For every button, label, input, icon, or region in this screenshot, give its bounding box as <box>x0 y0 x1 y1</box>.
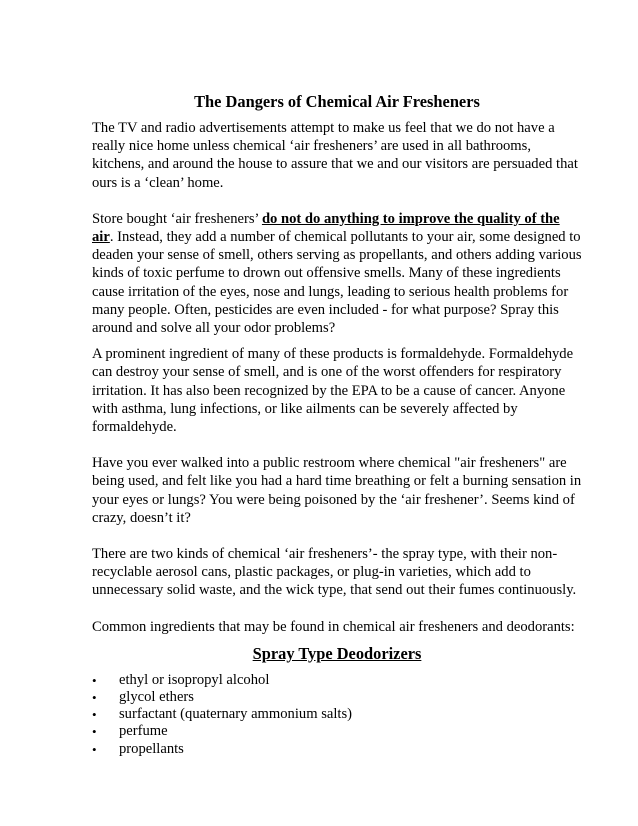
list-item-text: surfactant (quaternary ammonium salts) <box>119 706 353 723</box>
store-bought-paragraph <box>92 210 582 337</box>
bullet-icon: • <box>92 741 97 757</box>
paragraph-text: . Instead, they add a number of chemical pollutants to your air, some designed to deaden your sense of smell, others serving as propellants, and others adding various kinds of toxic perfume to drown out offensive smells. Many of these ingredients cause irritation of the eyes, nose and lungs, leading to serious health problems for many people. Often, pesticides are even included - for what purpose? Spray this around and solve all your odor problems? <box>92 229 582 337</box>
restroom-paragraph: Have you ever walked into a public restroom where chemical "air fresheners" are being used, and felt like you had a hard time breathing or felt a burning sensation in your eyes or lungs? You were being poisoned by the ‘air freshener’. Seems kind of crazy, doesn’t it? <box>92 455 582 526</box>
paragraph-text: Store bought ‘air fresheners’ <box>92 210 262 227</box>
common-ingredients-paragraph: Common ingredients that may be found in chemical air fresheners and deodorants: <box>92 618 575 635</box>
bullet-icon: • <box>92 724 97 740</box>
list-item-text: glycol ethers <box>119 689 194 706</box>
emphasized-text: do not do anything to improve the quality of the air <box>92 210 560 246</box>
list-item <box>92 723 582 740</box>
document-page <box>92 92 582 758</box>
ingredient-list <box>92 672 582 758</box>
bullet-icon: • <box>92 707 97 723</box>
list-item-text: perfume <box>119 723 168 740</box>
bullet-icon: • <box>92 672 97 688</box>
list-item <box>92 672 582 689</box>
list-item-text: ethyl or isopropyl alcohol <box>119 671 270 688</box>
intro-paragraph: The TV and radio advertisements attempt to make us feel that we do not have a really nice home unless chemical ‘air fresheners’ are used in all bathrooms, kitchens, and around the house to assure that we and our visitors are persuaded that ours is a ‘clean’ home. <box>92 120 578 191</box>
list-item-text: propellants <box>119 740 184 757</box>
section-heading: Spray Type Deodorizers <box>252 643 422 663</box>
bullet-icon: • <box>92 690 97 706</box>
list-item <box>92 706 582 723</box>
document-title: The Dangers of Chemical Air Fresheners <box>194 92 480 111</box>
two-kinds-paragraph: There are two kinds of chemical ‘air fresheners’- the spray type, with their non-recyclable aerosol cans, plastic packages, or plug-in varieties, which add to unnecessary solid waste, and the wick type, that send out their fumes continuously. <box>92 546 577 599</box>
list-item <box>92 741 582 758</box>
formaldehyde-paragraph: A prominent ingredient of many of these products is formaldehyde. Formaldehyde can destroy your sense of smell, and is one of the worst offenders for respiratory irritation. It has also been recognized by the EPA to be a cause of cancer. Anyone with asthma, lung infections, or like ailments can be severely affected by formaldehyde. <box>92 346 574 436</box>
list-item <box>92 689 582 706</box>
